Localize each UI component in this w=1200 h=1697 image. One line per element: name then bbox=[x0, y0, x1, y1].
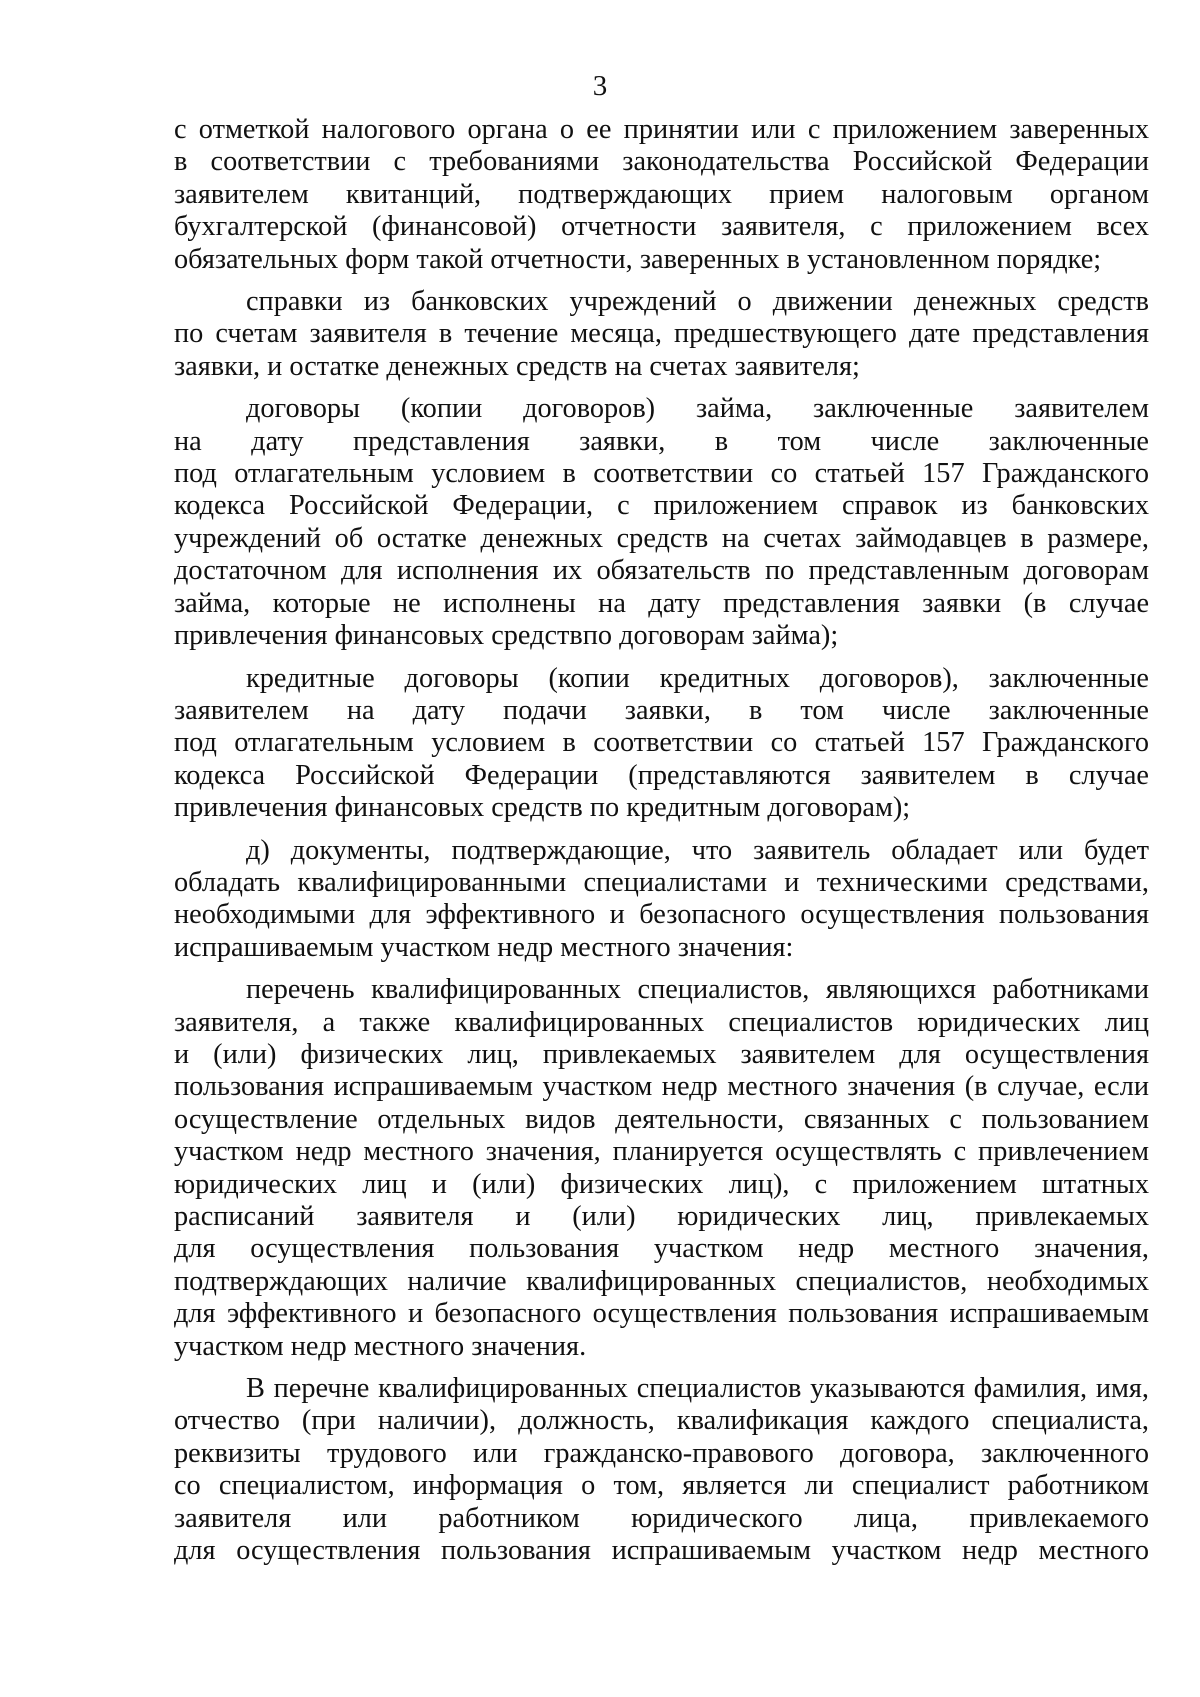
paragraph-line: займа, которые не исполнены на дату представления заявки (в случае bbox=[174, 587, 1149, 619]
paragraph-line: В перечне квалифицированных специалистов указываются фамилия, имя, bbox=[246, 1373, 1149, 1405]
paragraph-line: привлечения финансовых средствпо договорам займа); bbox=[174, 620, 839, 652]
paragraph-line: заявителя, а также квалифицированных специалистов юридических лиц bbox=[174, 1006, 1149, 1038]
paragraph-line: привлечения финансовых средств по кредитным договорам); bbox=[174, 792, 911, 824]
paragraph-line: заявителем квитанций, подтверждающих прием налоговым органом bbox=[174, 178, 1149, 210]
paragraph bbox=[174, 835, 1149, 965]
paragraph-line: достаточном для исполнения их обязательств по представленным договорам bbox=[174, 555, 1149, 587]
paragraph-line: с отметкой налогового органа о ее принятии или с приложением заверенных bbox=[174, 114, 1149, 145]
page-number: 3 bbox=[592, 70, 608, 102]
paragraph-line: пользования испрашиваемым участком недр местного значения (в случае, если bbox=[174, 1071, 1149, 1103]
paragraph-line: договоры (копии договоров) займа, заключенные заявителем bbox=[246, 393, 1149, 425]
paragraph-line: в соответствии с требованиями законодательства Российской Федерации bbox=[174, 146, 1149, 178]
paragraph bbox=[174, 1373, 1149, 1567]
paragraph-line: для эффективного и безопасного осуществления пользования испрашиваемым bbox=[174, 1298, 1149, 1330]
paragraph bbox=[174, 114, 1149, 276]
paragraph-line: для осуществления пользования участком недр местного значения, bbox=[174, 1233, 1149, 1265]
paragraph-line: реквизиты трудового или гражданско-правового договора, заключенного bbox=[174, 1437, 1149, 1469]
paragraph-line: д) документы, подтверждающие, что заявитель обладает или будет bbox=[246, 834, 1149, 866]
paragraph bbox=[174, 393, 1149, 652]
document-body bbox=[174, 114, 1149, 1577]
paragraph-line: учреждений об остатке денежных средств на счетах займодавцев в размере, bbox=[174, 522, 1149, 554]
paragraph-line: кредитные договоры (копии кредитных договоров), заключенные bbox=[246, 662, 1149, 694]
paragraph-line: перечень квалифицированных специалистов, являющихся работниками bbox=[246, 974, 1149, 1006]
paragraph-line: заявителя или работником юридического лица, привлекаемого bbox=[174, 1502, 1149, 1534]
paragraph-line: под отлагательным условием в соответствии со статьей 157 Гражданского bbox=[174, 727, 1149, 759]
paragraph-line: справки из банковских учреждений о движении денежных средств bbox=[246, 286, 1149, 318]
paragraph-line: и (или) физических лиц, привлекаемых заявителем для осуществления bbox=[174, 1038, 1149, 1070]
paragraph-line: испрашиваемым участком недр местного значения: bbox=[174, 931, 794, 963]
paragraph-line: обязательных форм такой отчетности, заверенных в установленном порядке; bbox=[174, 243, 1102, 275]
paragraph-line: кодекса Российской Федерации, с приложением справок из банковских bbox=[174, 490, 1149, 522]
paragraph-line: необходимыми для эффективного и безопасного осуществления пользования bbox=[174, 899, 1149, 931]
paragraph-line: юридических лиц и (или) физических лиц), с приложением штатных bbox=[174, 1168, 1149, 1200]
paragraph-line: по счетам заявителя в течение месяца, предшествующего дате представления bbox=[174, 318, 1149, 350]
paragraph-line: отчество (при наличии), должность, квалификация каждого специалиста, bbox=[174, 1405, 1149, 1437]
paragraph bbox=[174, 974, 1149, 1363]
paragraph-line: обладать квалифицированными специалистами и техническими средствами, bbox=[174, 866, 1149, 898]
paragraph-line: участком недр местного значения. bbox=[174, 1330, 587, 1362]
paragraph-line: подтверждающих наличие квалифицированных специалистов, необходимых bbox=[174, 1265, 1149, 1297]
paragraph-line: под отлагательным условием в соответствии со статьей 157 Гражданского bbox=[174, 458, 1149, 490]
paragraph-line: осуществление отдельных видов деятельности, связанных с пользованием bbox=[174, 1103, 1149, 1135]
paragraph bbox=[174, 663, 1149, 825]
paragraph-line: участком недр местного значения, планируется осуществлять с привлечением bbox=[174, 1136, 1149, 1168]
paragraph-line: на дату представления заявки, в том числе заключенные bbox=[174, 425, 1149, 457]
paragraph-line: кодекса Российской Федерации (представляются заявителем в случае bbox=[174, 759, 1149, 791]
paragraph bbox=[174, 286, 1149, 383]
paragraph-line: для осуществления пользования испрашиваемым участком недр местного bbox=[174, 1535, 1149, 1567]
paragraph-line: со специалистом, информация о том, является ли специалист работником bbox=[174, 1470, 1149, 1502]
paragraph-line: расписаний заявителя и (или) юридических лиц, привлекаемых bbox=[174, 1201, 1149, 1232]
paragraph-line: бухгалтерской (финансовой) отчетности заявителя, с приложением всех bbox=[174, 211, 1149, 243]
paragraph-line: заявителем на дату подачи заявки, в том числе заключенные bbox=[174, 694, 1149, 726]
paragraph-line: заявки, и остатке денежных средств на счетах заявителя; bbox=[174, 350, 860, 382]
